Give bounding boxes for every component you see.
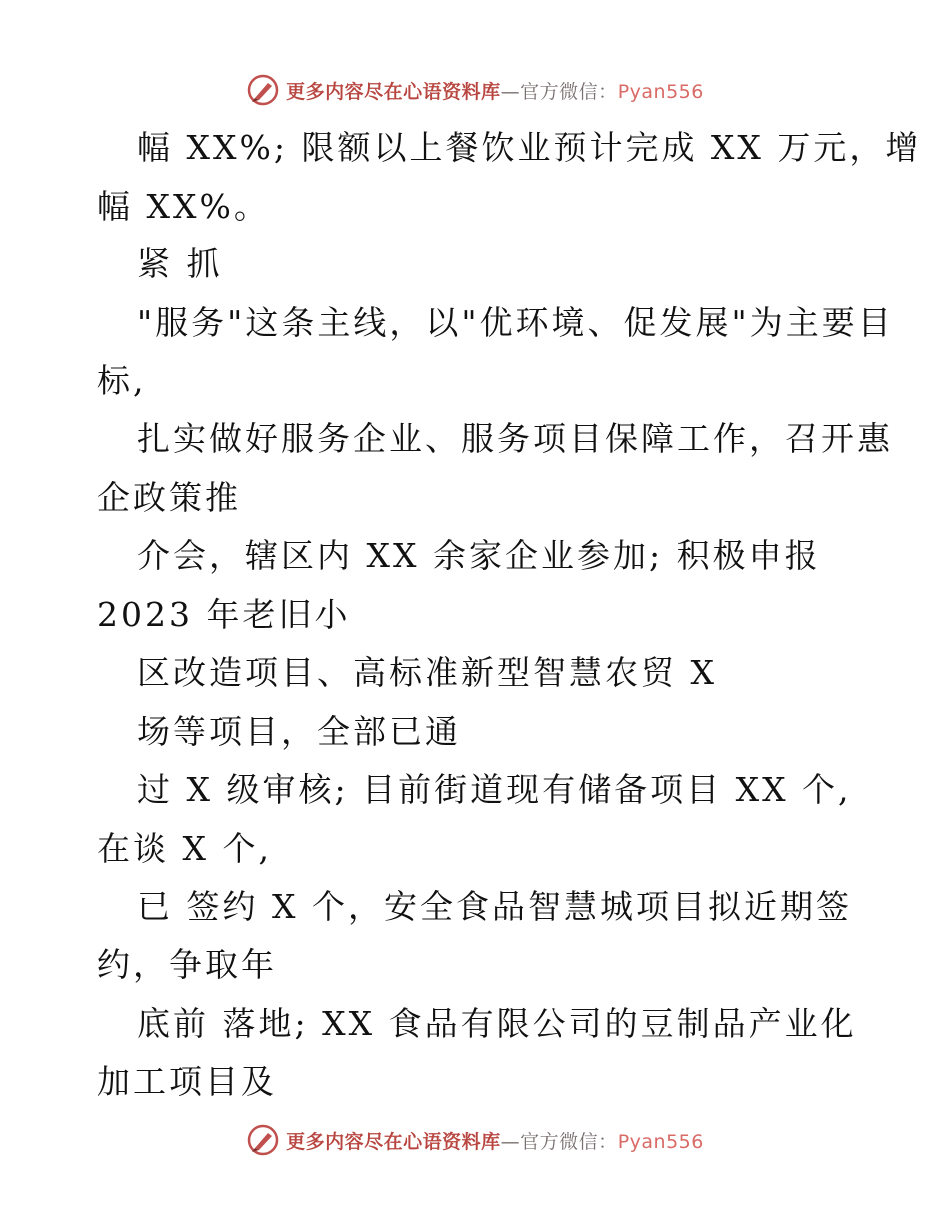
banner-site-text: 更多内容尽在心语资料库 [286, 1130, 501, 1153]
body-line: 区改造项目、高标准新型智慧农贸 X [137, 653, 717, 692]
banner-dash: — [500, 80, 521, 103]
body-line: 2023 年老旧小 [97, 595, 351, 634]
banner-wechat-label: 官方微信： [520, 1130, 618, 1153]
banner-text [286, 1127, 704, 1154]
body-line: 场等项目，全部已通 [137, 712, 461, 751]
footer-banner [0, 1120, 950, 1160]
body-line: 企政策推 [97, 478, 241, 517]
banner-wechat-label: 官方微信： [520, 80, 618, 103]
banner-wechat-id: Pyan556 [617, 80, 704, 103]
body-line: 幅 XX%; 限额以上餐饮业预计完成 XX 万元，增 [137, 128, 922, 167]
banner-dash: — [500, 1130, 521, 1153]
body-line: 扎实做好服务企业、服务项目保障工作，召开惠 [137, 419, 893, 458]
body-line: 介会，辖区内 XX 余家企业参加; 积极申报 [137, 536, 821, 575]
banner-site-text: 更多内容尽在心语资料库 [286, 80, 501, 103]
body-line: "服务"这条主线，以"优环境、促发展"为主要目 [137, 303, 894, 342]
pen-logo-icon [246, 1123, 280, 1157]
body-line: 底前 落地; XX 食品有限公司的豆制品产业化 [137, 1004, 857, 1043]
body-line: 已 签约 X 个，安全食品智慧城项目拟近期签 [137, 887, 852, 926]
banner-wechat-id: Pyan556 [617, 1130, 704, 1153]
body-line: 在谈 X 个, [97, 829, 272, 868]
body-line: 过 X 级审核; 目前街道现有储备项目 XX 个, [137, 770, 852, 809]
body-line: 加工项目及 [97, 1062, 277, 1101]
body-line: 幅 XX%。 [97, 187, 270, 226]
body-line: 标, [97, 361, 147, 400]
body-line: 约，争取年 [97, 945, 277, 984]
body-line: 紧 抓 [137, 244, 223, 283]
